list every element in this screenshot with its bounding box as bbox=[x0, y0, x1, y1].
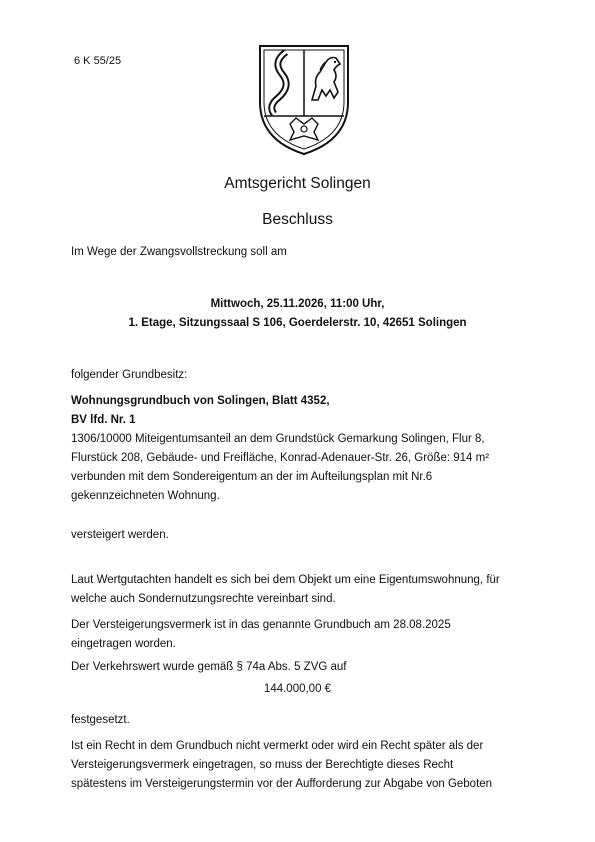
property-description-line: Flurstück 208, Gebäude- und Freifläche, Konrad-Adenauer-Str. 26, Größe: 914 m² bbox=[71, 452, 490, 464]
register-note-line: Der Versteigerungsvermerk ist in das genannte Grundbuch am 28.08.2025 bbox=[71, 619, 451, 631]
intro-text: Im Wege der Zwangsvollstreckung soll am bbox=[71, 246, 287, 258]
file-number: 6 K 55/25 bbox=[74, 55, 122, 67]
rights-notice-line: Versteigerungsvermerk eingetragen, so muss der Berechtigte dieses Recht bbox=[71, 759, 454, 771]
property-description-line: gekennzeichneten Wohnung. bbox=[71, 490, 220, 502]
market-value-intro: Der Verkehrswert wurde gemäß § 74a Abs. 5 ZVG auf bbox=[71, 661, 347, 673]
nrw-coat-of-arms-icon bbox=[256, 40, 352, 158]
auction-location: 1. Etage, Sitzungssaal S 106, Goerdelerstr. 10, 42651 Solingen bbox=[128, 317, 467, 329]
property-description-line: 1306/10000 Miteigentumsanteil an dem Grundstück Gemarkung Solingen, Flur 8, bbox=[71, 433, 485, 445]
property-label: folgender Grundbesitz: bbox=[71, 369, 188, 381]
rights-notice-line: Ist ein Recht in dem Grundbuch nicht vermerkt oder wird ein Recht später als der bbox=[71, 740, 484, 752]
auction-date: Mittwoch, 25.11.2026, 11:00 Uhr, bbox=[210, 298, 385, 310]
court-name: Amtsgericht Solingen bbox=[224, 175, 371, 192]
inventory-number: BV lfd. Nr. 1 bbox=[71, 414, 136, 426]
market-value: 144.000,00 € bbox=[263, 683, 332, 695]
property-description-line: verbunden mit dem Sondereigentum an der im Aufteilungsplan mit Nr.6 bbox=[71, 471, 433, 483]
register-note-line: eingetragen worden. bbox=[71, 638, 176, 650]
auctioned-text: versteigert werden. bbox=[71, 529, 169, 541]
document-title: Beschluss bbox=[262, 211, 333, 228]
appraisal-line: welche auch Sondernutzungsrechte vereinbart sind. bbox=[71, 593, 336, 605]
rights-notice-line: spätestens im Versteigerungstermin vor der Aufforderung zur Abgabe von Geboten bbox=[71, 778, 493, 790]
land-register: Wohnungsgrundbuch von Solingen, Blatt 4352, bbox=[71, 395, 330, 407]
fixed-text: festgesetzt. bbox=[71, 714, 130, 726]
appraisal-line: Laut Wertgutachten handelt es sich bei dem Objekt um eine Eigentumswohnung, für bbox=[71, 574, 500, 586]
